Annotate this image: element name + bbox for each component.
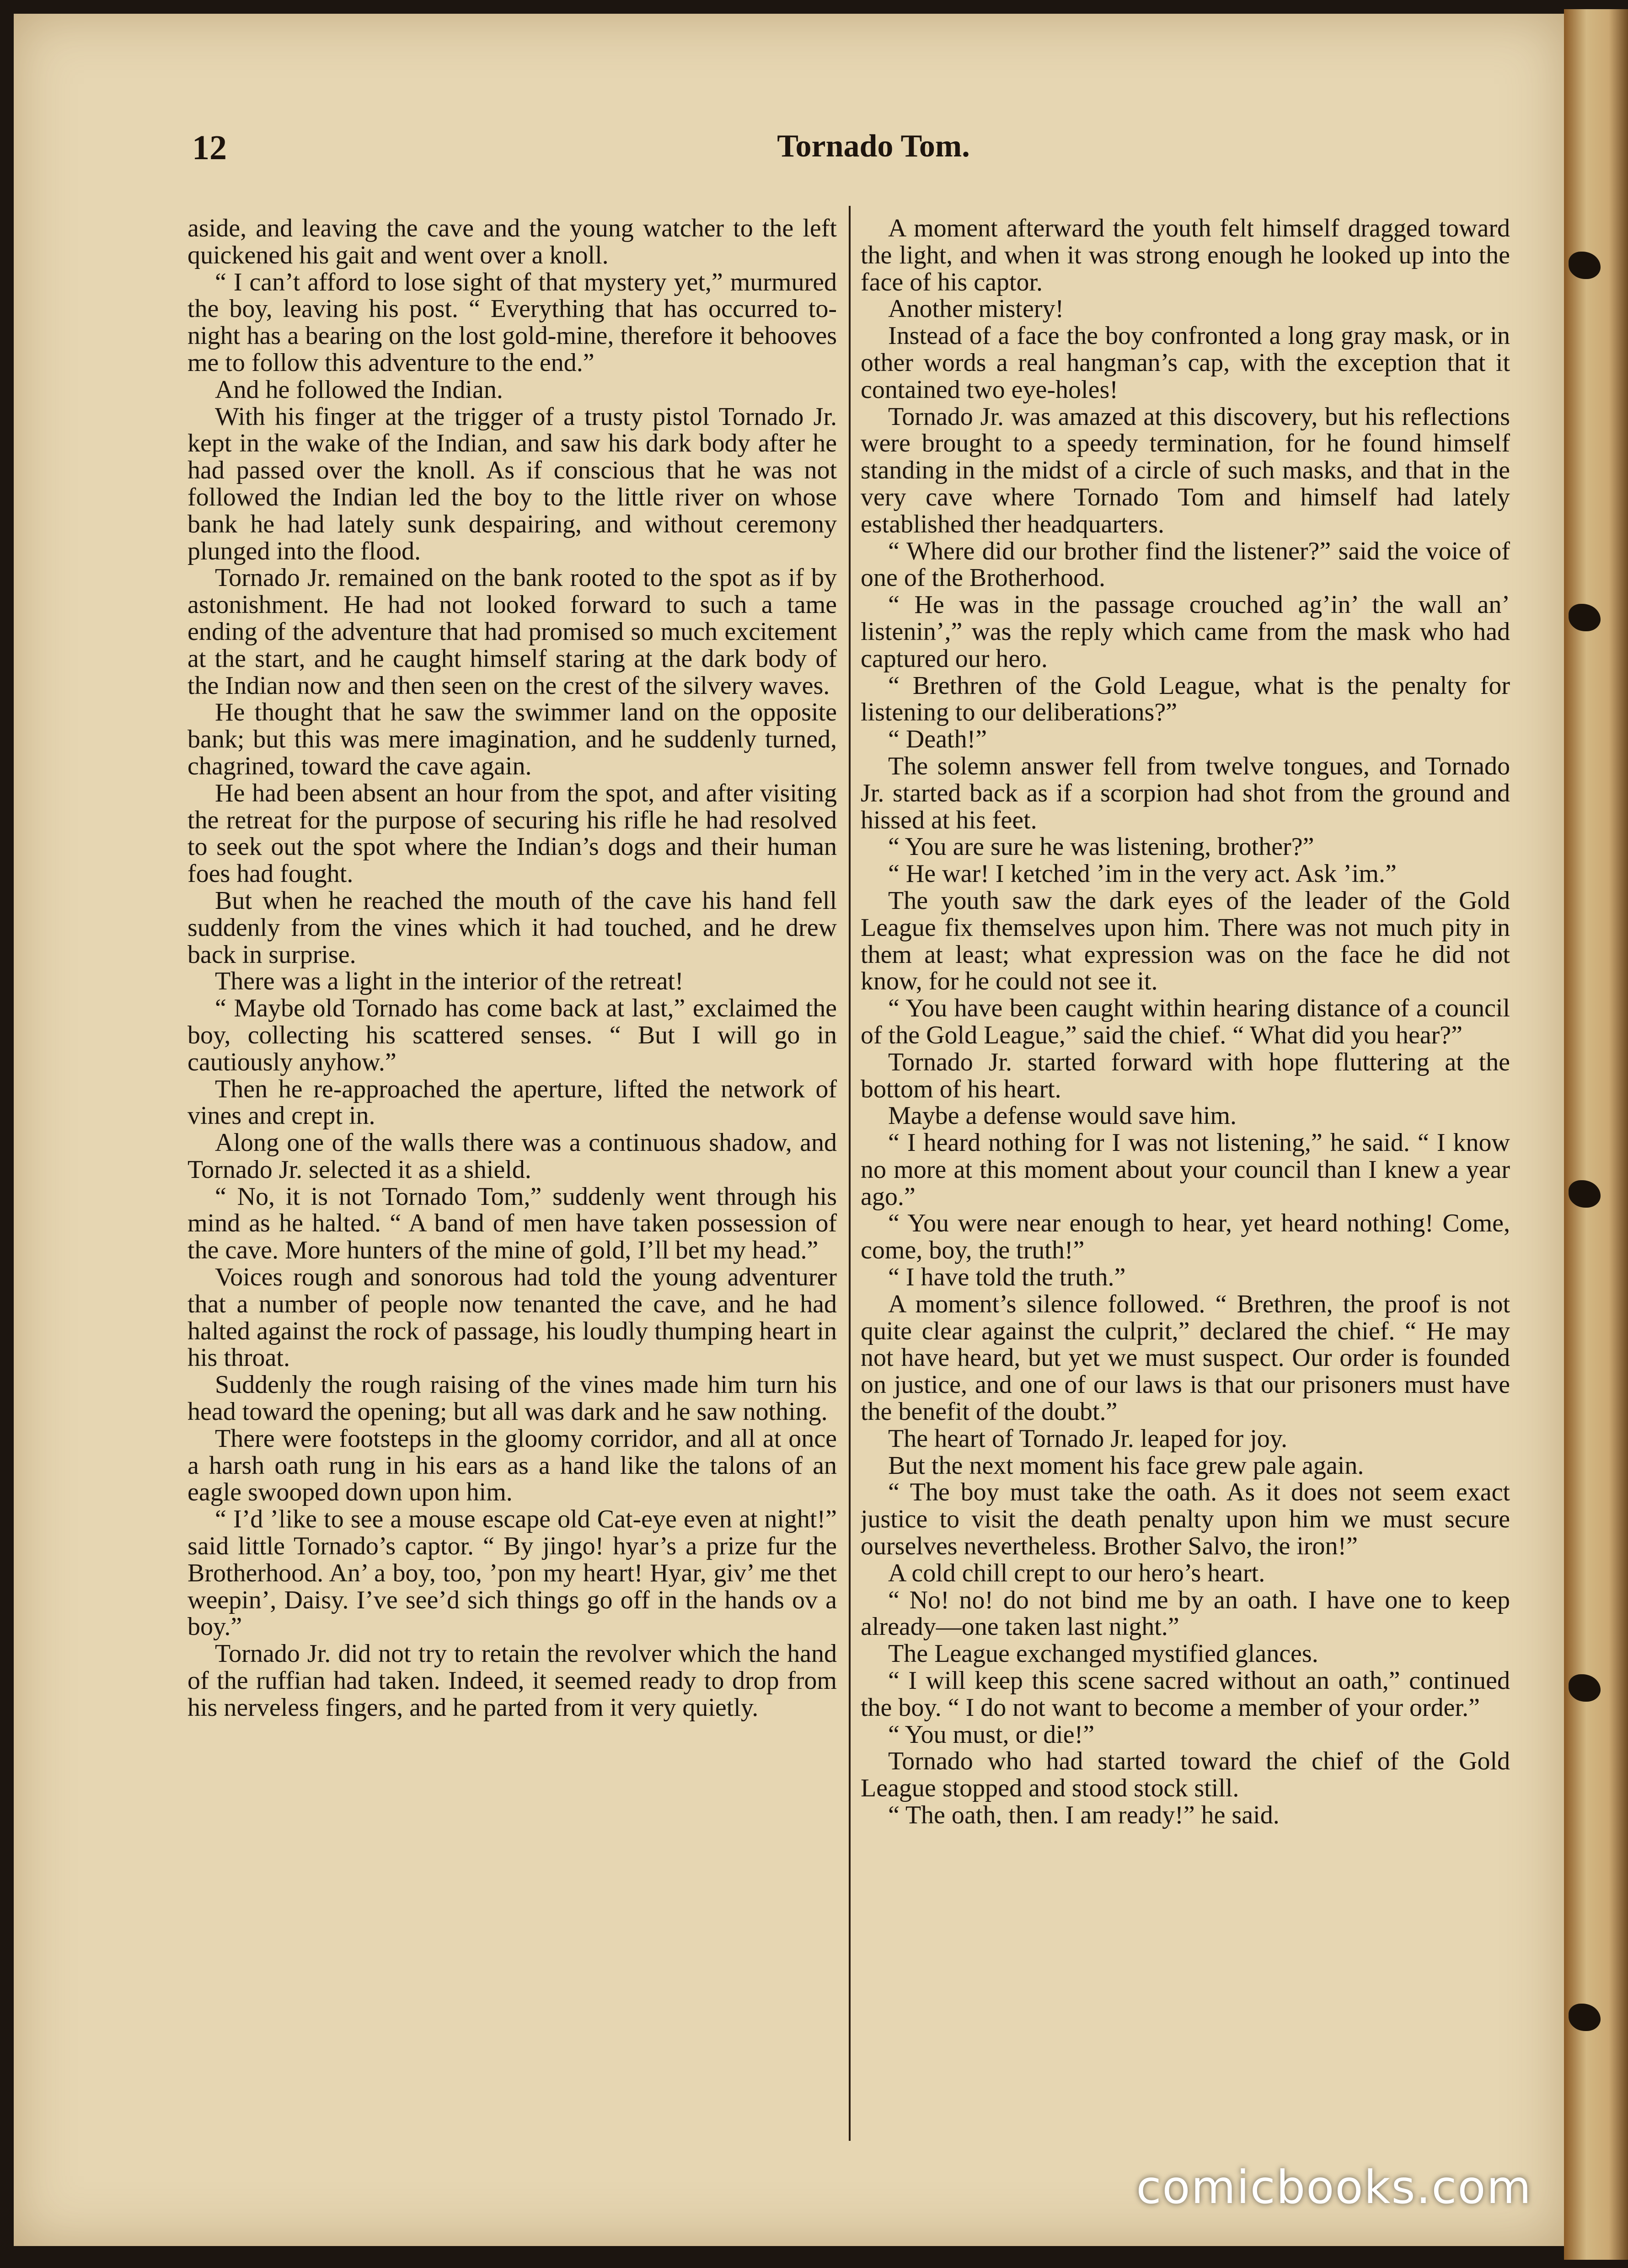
paragraph: “ You were near enough to hear, yet heard nothing! Come, come, boy, the truth!” [861, 1209, 1510, 1265]
paragraph: Along one of the walls there was a continuous shadow, and Tornado Jr. selected it as a shield. [187, 1129, 837, 1184]
book-spine [1564, 9, 1628, 2260]
paragraph: But when he reached the mouth of the cave his hand fell suddenly from the vines which it had touched, and he drew back in surprise. [187, 886, 837, 969]
binding-hole [1569, 1180, 1601, 1208]
paragraph: “ Death!” [888, 725, 987, 754]
paragraph: The heart of Tornado Jr. leaped for joy. [888, 1424, 1288, 1453]
paragraph: “ Where did our brother find the listener?” said the voice of one of the Brotherhood. [861, 537, 1510, 592]
binding-hole [1569, 252, 1601, 279]
paragraph: A moment afterward the youth felt himself dragged toward the light, and when it was strong enough he looked up into the face of his captor. [861, 215, 1510, 296]
paragraph: Then he re-approached the aperture, lifted the network of vines and crept in. [187, 1075, 837, 1130]
paragraph: “ Brethren of the Gold League, what is the penalty for listening to our deliberations?” [861, 671, 1510, 727]
left-column [187, 215, 837, 2155]
binding-hole [1569, 2004, 1601, 2031]
paragraph: “ He was in the passage crouched ag’in’ the wall an’ listenin’,” was the reply which came from the mask who had captured our hero. [861, 591, 1510, 673]
paragraph: “ You must, or die!” [888, 1720, 1095, 1749]
paragraph: There were footsteps in the gloomy corridor, and all at once a harsh oath rung in his ears as a hand like the talons of an eagle swooped down upon him. [187, 1424, 837, 1507]
paragraph: “ He war! I ketched ’im in the very act. Ask ’im.” [888, 860, 1397, 888]
paragraph: With his finger at the trigger of a trusty pistol Tornado Jr. kept in the wake of the Indian, and saw his dark body after he had passed over the knoll. As if conscious that he was not followed the Indian led the boy to the little river on whose bank he had lately sunk despairing, and without ceremony plunged into the flood. [187, 402, 837, 565]
paragraph: “ No, it is not Tornado Tom,” suddenly went through his mind as he halted. “ A band of men have taken possession of the cave. More hunters of the mine of gold, I’ll bet my head.” [187, 1182, 837, 1265]
paragraph: “ I have told the truth.” [888, 1263, 1126, 1292]
binding-hole [1569, 1674, 1601, 1702]
paragraph: “ You have been caught within hearing distance of a council of the Gold League,” said the chief. “ What did you hear?” [861, 994, 1510, 1049]
paragraph: Voices rough and sonorous had told the young adventurer that a number of people now tenanted the cave, and he had halted against the rock of passage, his loudly thumping heart in his throat. [187, 1263, 837, 1372]
paragraph: But the next moment his face grew pale again. [888, 1451, 1364, 1480]
paragraph: Another mistery! [888, 295, 1064, 323]
paragraph: Tornado Jr. remained on the bank rooted to the spot as if by astonishment. He had not looked forward to such a tame ending of the adventure that had promised so much excitement at the start, and he caught himself staring at the dark body of the Indian now and then seen on the crest of the silvery waves. [187, 564, 837, 700]
paragraph: The solemn answer fell from twelve tongues, and Tornado Jr. started back as if a scorpion had shot from the ground and hissed at his feet. [861, 752, 1510, 834]
paragraph: He had been absent an hour from the spot, and after visiting the retreat for the purpose of securing his rifle he had resolved to seek out the spot where the Indian’s dogs and their human foes had fought. [187, 779, 837, 888]
paragraph: Instead of a face the boy confronted a long gray mask, or in other words a real hangman’s cap, with the exception that it contained two eye-holes! [861, 322, 1510, 404]
site-watermark: comicbooks.com [1136, 2161, 1532, 2214]
paragraph: “ I heard nothing for I was not listening,” he said. “ I know no more at this moment about your council than I knew a year ago.” [861, 1129, 1510, 1211]
paragraph: A cold chill crept to our hero’s heart. [888, 1559, 1265, 1587]
paragraph: “ Maybe old Tornado has come back at last,” exclaimed the boy, collecting his scattered senses. “ But I will go in cautiously anyhow.” [187, 994, 837, 1076]
paragraph: Tornado who had started toward the chief of the Gold League stopped and stood stock still. [861, 1747, 1510, 1803]
paragraph: Tornado Jr. did not try to retain the revolver which the hand of the ruffian had taken. Indeed, it seemed ready to drop from his nerveless fingers, and he parted from it very quietly. [187, 1639, 837, 1722]
paragraph: “ The boy must take the oath. As it does not seem exact justice to visit the death penalty upon him we must secure ourselves nevertheless. Brother Salvo, the iron!” [861, 1478, 1510, 1561]
paragraph: “ You are sure he was listening, brother?” [888, 833, 1314, 861]
right-column [861, 215, 1510, 2155]
page-number: 12 [192, 129, 227, 167]
page-header [192, 128, 1564, 183]
paragraph: And he followed the Indian. [215, 375, 503, 404]
paragraph: “ No! no! do not bind me by an oath. I have one to keep already—one taken last night.” [861, 1585, 1510, 1641]
paragraph: Suddenly the rough raising of the vines made him turn his head toward the opening; but all was dark and he saw nothing. [187, 1370, 837, 1426]
paragraph: “ I’d ’like to see a mouse escape old Cat-eye even at night!” said little Tornado’s captor. “ By jingo! hyar’s a prize fur the Brotherhood. An’ a boy, too, ’pon my heart! Hyar, giv’ me thet weepin’, Daisy. I’ve see’d sich things go off in the hands ov a boy.” [187, 1505, 837, 1641]
paragraph: He thought that he saw the swimmer land on the opposite bank; but this was mere imagination, and he suddenly turned, chagrined, toward the cave again. [187, 698, 837, 780]
paragraph: aside, and leaving the cave and the young watcher to the left quickened his gait and went over a knoll. [187, 215, 837, 269]
paragraph: A moment’s silence followed. “ Brethren, the proof is not quite clear against the culprit,” declared the chief. “ He may not have heard, but yet we must suspect. Our order is founded on justice, and one of our laws is that our prisoners must have the benefit of the doubt.” [861, 1290, 1510, 1426]
paragraph: “ I can’t afford to lose sight of that mystery yet,” murmured the boy, leaving his post. “ Everything that has occurred to-night has a bearing on the lost gold-mine, therefore it behooves me to follow this adventure to the end.” [187, 268, 837, 377]
magazine-page [14, 14, 1564, 2246]
paragraph: Tornado Jr. started forward with hope fluttering at the bottom of his heart. [861, 1048, 1510, 1103]
running-title: Tornado Tom. [777, 129, 970, 164]
paragraph: Maybe a defense would save him. [888, 1102, 1237, 1130]
paragraph: The youth saw the dark eyes of the leader of the Gold League fix themselves upon him. There was not much pity in them at least; what expression was on the face he did not know, for he could not see it. [861, 886, 1510, 996]
paragraph: “ I will keep this scene sacred without an oath,” continued the boy. “ I do not want to become a member of your order.” [861, 1666, 1510, 1722]
binding-hole [1569, 604, 1601, 631]
paragraph: There was a light in the interior of the retreat! [215, 967, 684, 996]
paragraph: “ The oath, then. I am ready!” he said. [888, 1801, 1280, 1830]
paragraph: Tornado Jr. was amazed at this discovery, but his reflections were brought to a speedy termination, for he found himself standing in the midst of a circle of such masks, and that in the very cave where Tornado Tom and himself had lately established ther headquarters. [861, 402, 1510, 538]
column-divider [849, 206, 851, 2141]
paragraph: The League exchanged mystified glances. [888, 1639, 1318, 1668]
